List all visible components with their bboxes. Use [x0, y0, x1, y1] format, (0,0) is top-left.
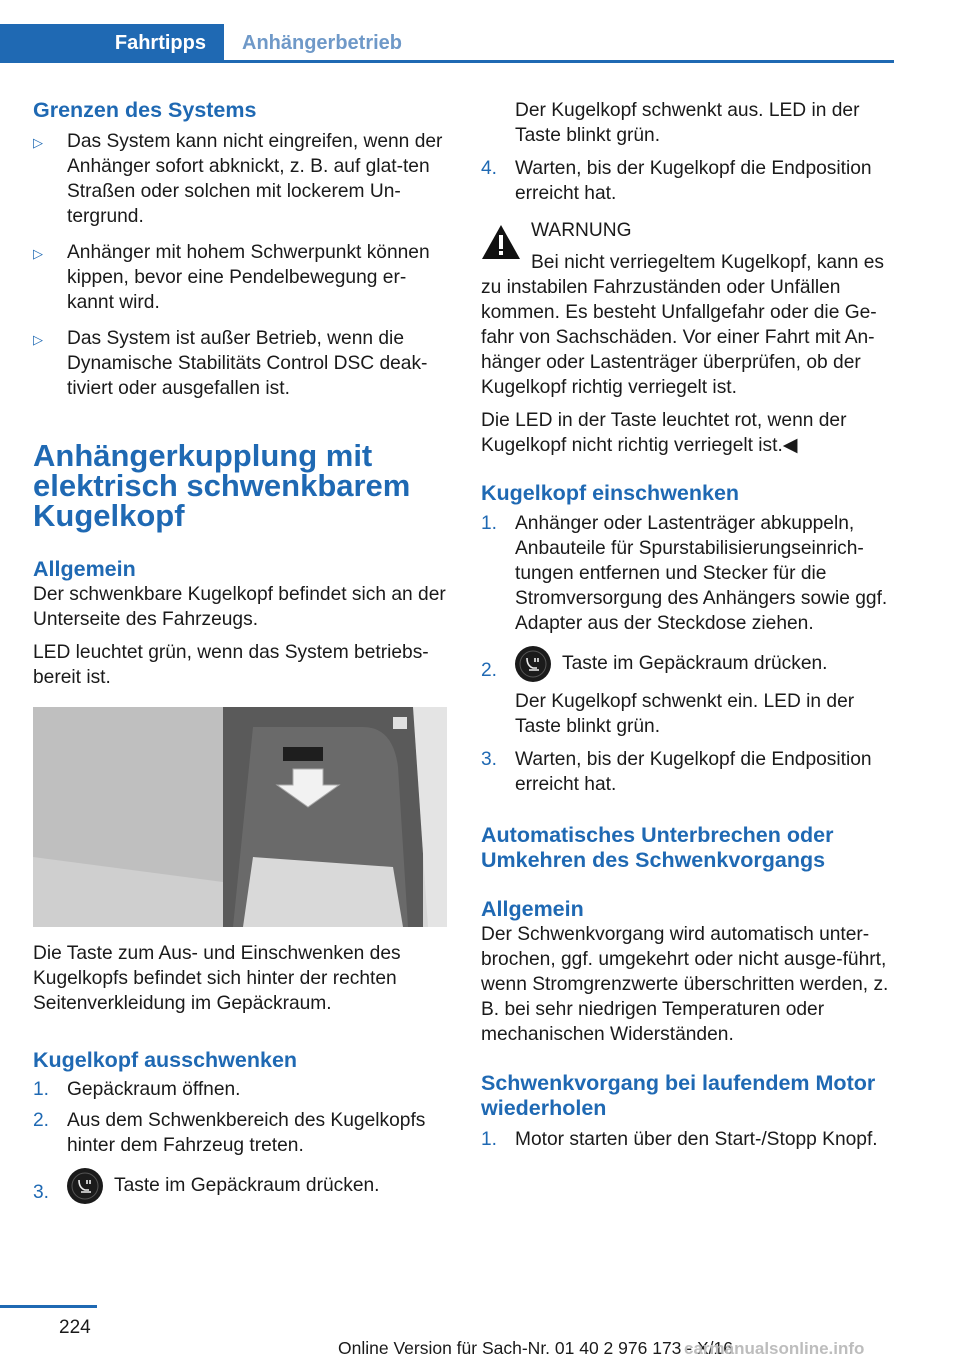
paragraph: LED leuchtet grün, wenn das System betriebs-bereit ist. — [33, 642, 429, 688]
step-number: 2. — [33, 1110, 50, 1131]
step-number: 1. — [33, 1079, 50, 1100]
tab-anhaengerbetrieb[interactable]: Anhängerbetrieb — [242, 31, 403, 54]
step-item — [481, 511, 891, 636]
warning-label: WARNUNG — [531, 220, 632, 241]
tab-fahrtipps[interactable]: Fahrtipps — [0, 24, 224, 62]
triangle-bullet-icon: ▷ — [33, 332, 43, 347]
header-divider — [0, 60, 894, 63]
warning-triangle-icon — [481, 224, 521, 260]
step-item — [33, 1168, 447, 1205]
step-number: 1. — [481, 513, 498, 534]
heading-allgemein: Allgemein — [33, 557, 136, 581]
heading-grenzen: Grenzen des Systems — [33, 98, 257, 122]
paragraph: Die LED in der Taste leuchtet rot, wenn der Kugelkopf nicht richtig verriegelt ist.◀ — [481, 410, 847, 456]
step-text: Warten, bis der Kugelkopf die Endposition erreicht hat. — [515, 158, 872, 204]
left-column — [33, 98, 447, 1205]
heading-einschwenken: Kugelkopf einschwenken — [481, 481, 740, 505]
paragraph: Der Kugelkopf schwenkt aus. LED in der Taste blinkt grün. — [515, 100, 860, 146]
triangle-bullet-icon: ▷ — [33, 246, 43, 261]
paragraph: Der schwenkbare Kugelkopf befindet sich an der Unterseite des Fahrzeugs. — [33, 584, 446, 630]
step-text: Taste im Gepäckraum drücken. — [561, 653, 828, 675]
step-item — [481, 156, 891, 206]
list-item-text: Anhänger mit hohem Schwerpunkt können kippen, bevor eine Pendelbewegung er-kannt wird. — [67, 242, 430, 313]
step-number: 3. — [481, 749, 498, 770]
heading-wiederholen: Schwenkvorgang bei laufendem Motor wiederholen — [481, 1071, 876, 1120]
step-number: 2. — [481, 660, 498, 681]
warning-box — [481, 218, 891, 400]
step-text: Motor starten über den Start-/Stopp Knopf. — [515, 1129, 878, 1150]
step-number: 3. — [33, 1182, 50, 1203]
step-item — [33, 1077, 447, 1102]
trailer-hitch-button-icon — [67, 1168, 103, 1204]
step-text: Gepäckraum öffnen. — [67, 1079, 241, 1100]
step-text: Taste im Gepäckraum drücken. — [113, 1175, 380, 1197]
heading-ausschwenken: Kugelkopf ausschwenken — [33, 1048, 298, 1072]
step-text: Aus dem Schwenkbereich des Kugelkopfs hinter dem Fahrzeug treten. — [67, 1110, 426, 1156]
paragraph: Der Kugelkopf schwenkt ein. LED in der Taste blinkt grün. — [515, 691, 855, 737]
right-column — [481, 98, 891, 1152]
step-text: Anhänger oder Lastenträger abkuppeln, Anbauteile für Spurstabilisierungseinrich-tungen entfernen und Stecker für die Stromversorgung des Anhängers sowie ggf. Adapter aus der Steckdose ziehen. — [515, 513, 888, 634]
list-item — [33, 240, 447, 315]
photo-caption: Die Taste zum Aus- und Einschwenken des Kugelkopfs befindet sich hinter der rechten Seitenverkleidung im Gepäckraum. — [33, 943, 401, 1014]
page-header — [0, 0, 960, 64]
watermark: carmanualsonline.info — [684, 1339, 865, 1358]
page-number: 224 — [59, 1317, 91, 1338]
trailer-hitch-button-icon — [515, 646, 551, 682]
list-item-text: Das System kann nicht eingreifen, wenn der Anhänger sofort abknickt, z. B. auf glat-ten Straßen oder solchen mit lockerem Un-tergrund. — [67, 131, 443, 227]
list-item — [33, 129, 447, 229]
step-text: Warten, bis der Kugelkopf die Endposition erreicht hat. — [515, 749, 872, 795]
trunk-photo — [33, 707, 447, 927]
heading-automatisches: Automatisches Unterbrechen oder Umkehren des Schwenkvorgangs — [481, 823, 834, 872]
section-title: Anhängerkupplung mit elektrisch schwenkbarem Kugelkopf — [33, 438, 411, 533]
step-item — [481, 646, 891, 683]
step-item — [33, 1108, 447, 1158]
warning-text: Bei nicht verriegeltem Kugelkopf, kann es zu instabilen Fahrzuständen oder Unfällen kommen. Es besteht Unfallgefahr oder die Ge-fahr von Sachschäden. Vor einer Fahrt mit An-hänger oder Lastenträger überprüfen, ob der Kugelkopf richtig verriegelt ist. — [481, 252, 885, 398]
step-number: 1. — [481, 1129, 498, 1150]
step-item — [481, 1127, 891, 1152]
list-item — [33, 326, 447, 401]
paragraph: Der Schwenkvorgang wird automatisch unter-brochen, ggf. umgekehrt oder nicht ausge-führt, wenn Stromgrenzwerte überschritten werden, z. B. bei sehr niedrigen Temperaturen oder mechanischen Widerständen. — [481, 924, 889, 1045]
online-version-text: Online Version für Sach-Nr. 01 40 2 976 173 - X/16 — [338, 1338, 733, 1358]
step-item — [481, 747, 891, 797]
footer-divider — [0, 1305, 97, 1308]
list-item-text: Das System ist außer Betrieb, wenn die Dynamische Stabilitäts Control DSC deak-tiviert oder ausgefallen ist. — [67, 328, 428, 399]
heading-allgemein-2: Allgemein — [481, 897, 584, 921]
step-number: 4. — [481, 158, 498, 179]
triangle-bullet-icon: ▷ — [33, 135, 43, 150]
